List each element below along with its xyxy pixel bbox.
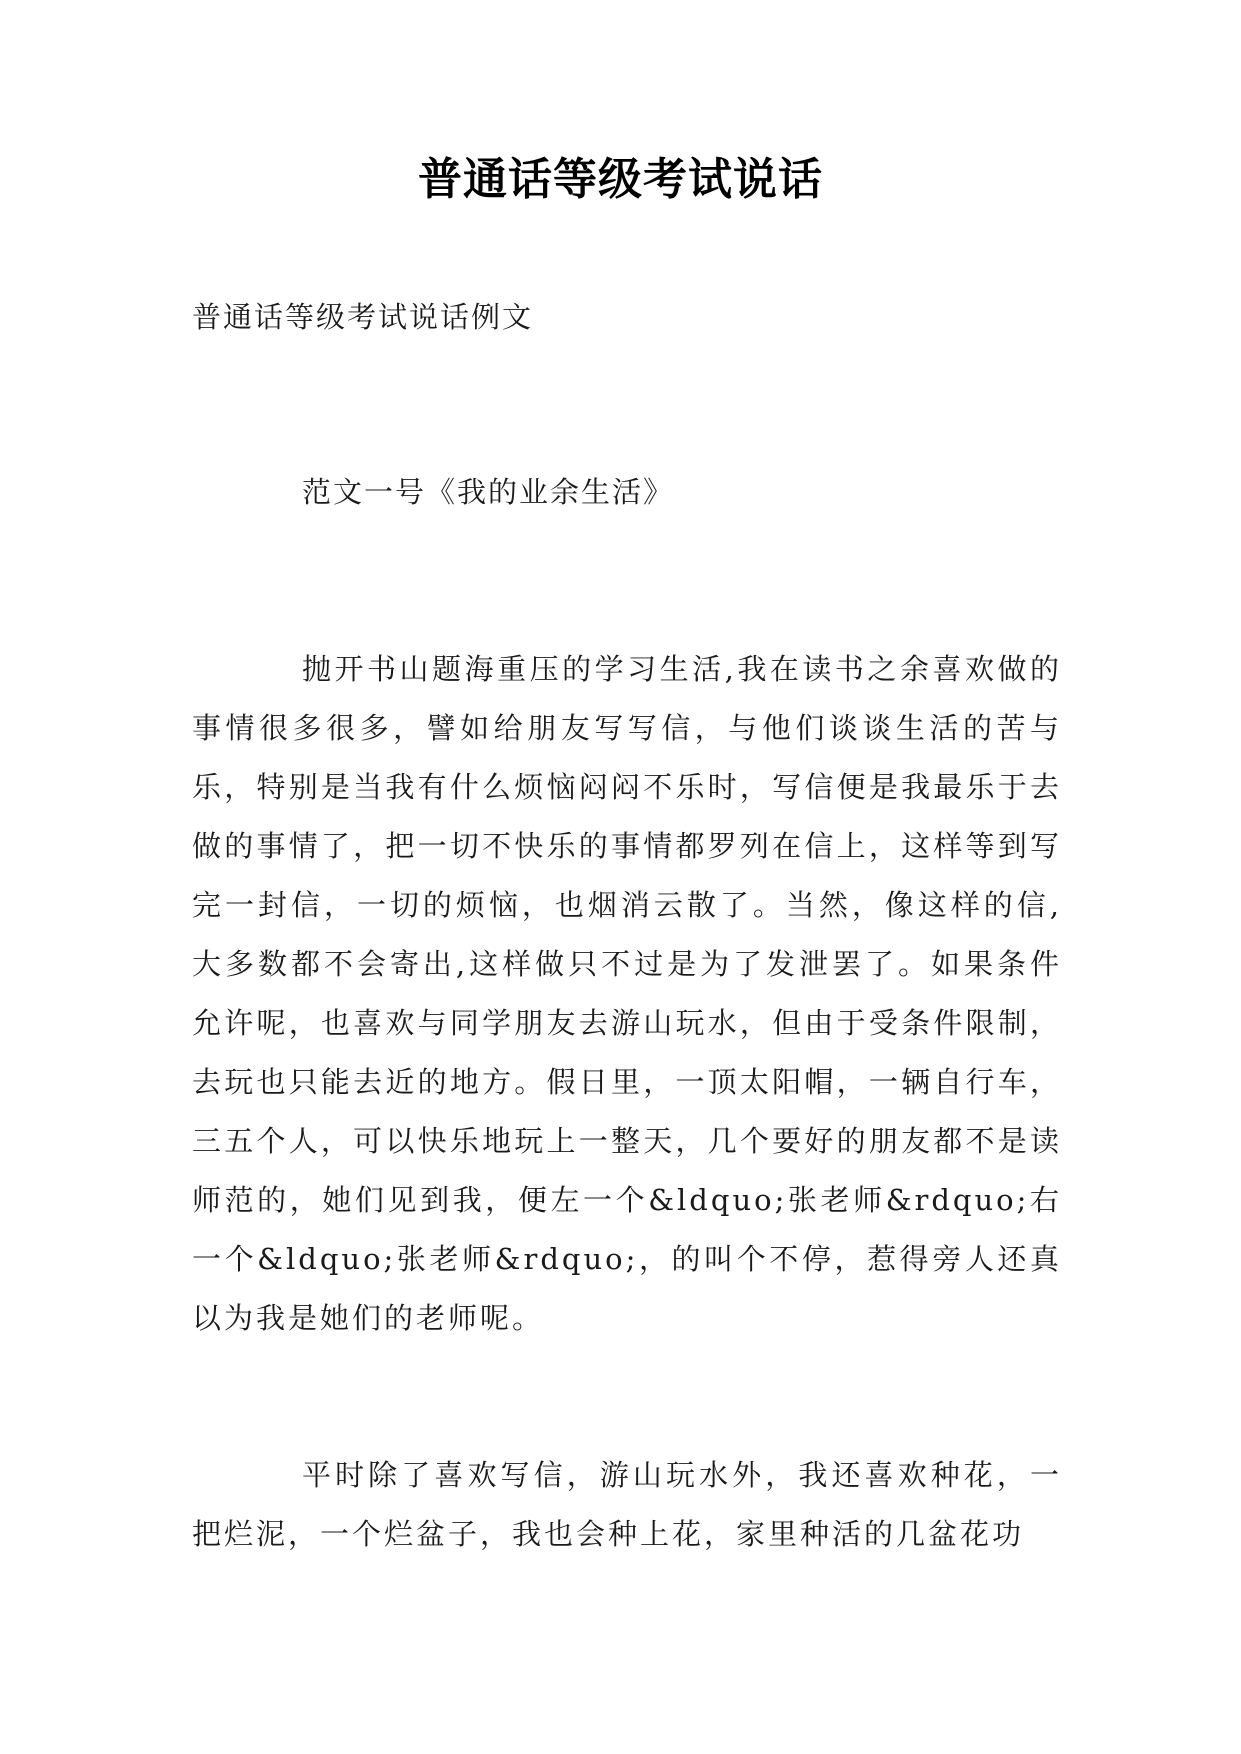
body-paragraph-2: 平时除了喜欢写信，游山玩水外，我还喜欢种花，一把烂泥，一个烂盆子，我也会种上花，家里种活的几盆花功 [192,1458,1062,1551]
section-heading: 范文一号《我的业余生活》 [302,475,675,509]
document-title: 普通话等级考试说话 [418,154,823,205]
body-paragraph-1: 抛开书山题海重压的学习生活,我在读书之余喜欢做的事情很多很多，譬如给朋友写写信，与他们谈谈生活的苦与乐，特别是当我有什么烦恼闷闷不乐时，写信便是我最乐于去做的事情了，把一切不快乐的事情都罗列在信上，这样等到写完一封信，一切的烦恼，也烟消云散了。当然，像这样的信,大多数都不会寄出,这样做只不过是为了发泄罢了。如果条件允许呢，也喜欢与同学朋友去游山玩水，但由于受条件限制，去玩也只能去近的地方。假日里，一顶太阳帽，一辆自行车，三五个人，可以快乐地玩上一整天，几个要好的朋友都不是读师范的，她们见到我，便左一个&ldquo;张老师&rdquo;右一个&ldquo;张老师&rdquo;，的叫个不停，惹得旁人还真以为我是她们的老师呢。 [192,652,1062,1335]
document-subtitle: 普通话等级考试说话例文 [192,300,534,334]
